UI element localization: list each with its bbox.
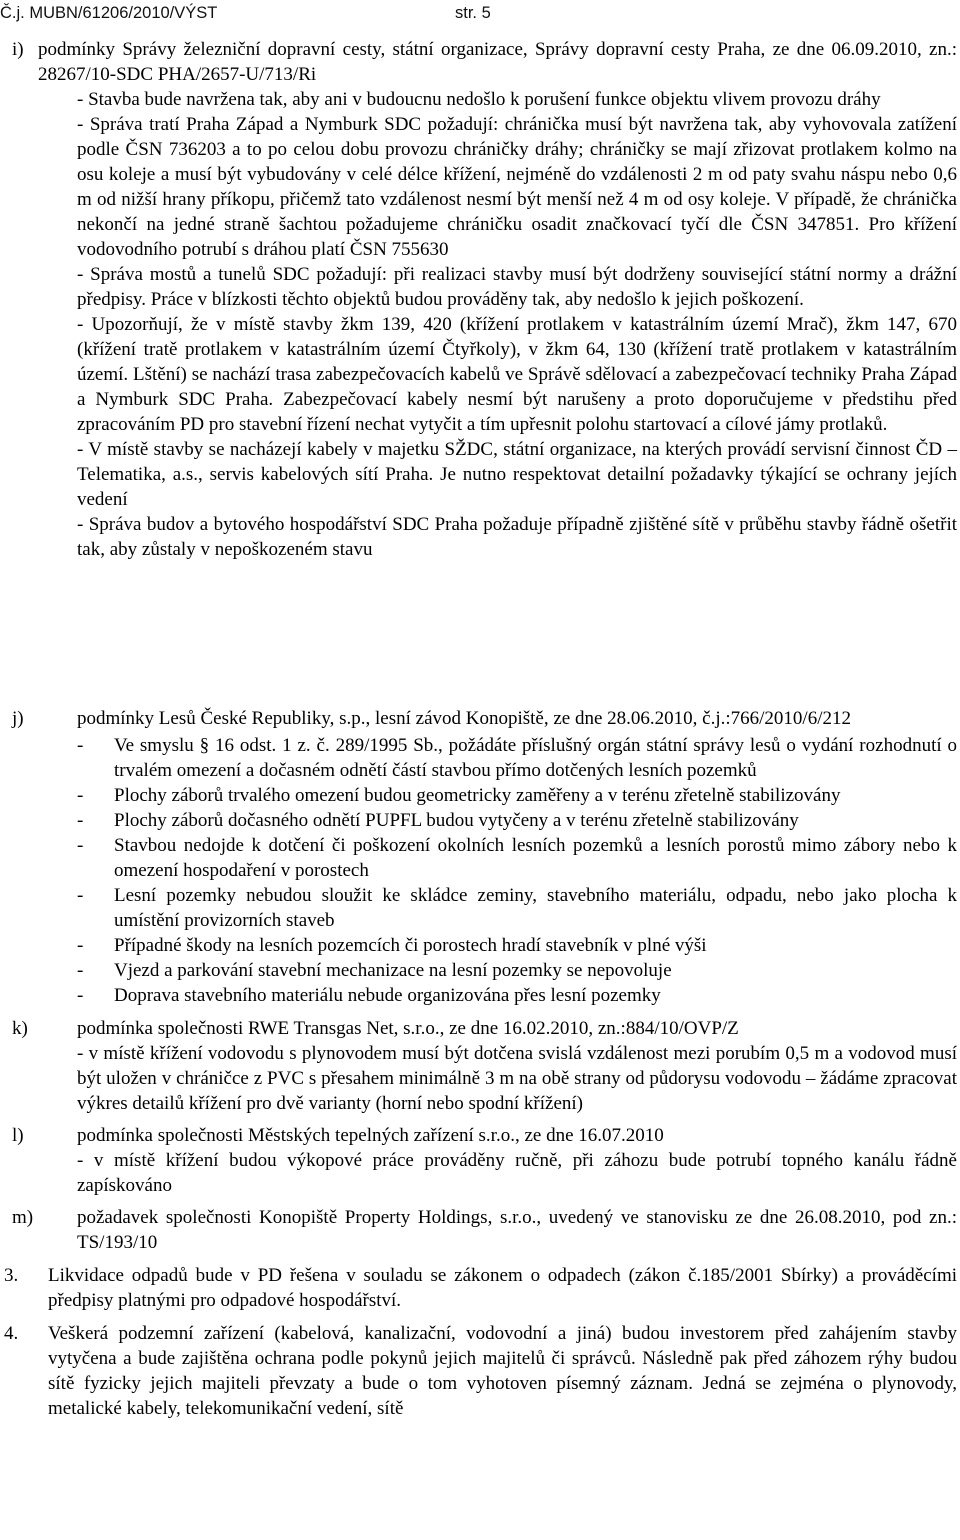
- list-item: - Lesní pozemky nebudou sloužit ke skládce zeminy, stavebního materiálu, odpadu, nebo jako plocha k umístění provizorních staveb: [77, 885, 957, 931]
- requirement-paragraph: - V místě stavby se nacházejí kabely v majetku SŽDC, státní organizace, na kterých provádí servisní činnost ČD – Telematika, a.s., servis kabelových sítí Praha. Je nutno respektovat detailní požadavky týkající se ochrany jejích vedení: [77, 439, 957, 510]
- point-text: Veškerá podzemní zařízení (kabelová, kanalizační, vodovodní a jiná) budou investorem před zahájením stavby vytyčena a bude zajištěna ochrana podle pokynů jejich majitelů či správců. Následně pak před záhozem rýhy budou sítě fyzicky jejich majiteli převzaty a bude o tom vyhotoven písemný záznam. Jedná se zejména o plynovody, metalické kabely, telekomunikační vedení, sítě: [48, 1323, 957, 1419]
- list-item: - Případné škody na lesních pozemcích či porostech hradí stavebník v plné výši: [77, 935, 707, 956]
- condition-label: j): [12, 708, 24, 729]
- document-body-top: [0, 37, 960, 562]
- condition-i-requirements: [0, 87, 957, 562]
- list-item: - Stavbou nedojde k dotčení či poškození okolních lesních pozemků a lesních porostů mimo zábory nebo k omezení hospodaření v porostech: [77, 835, 957, 881]
- condition-label: i): [12, 39, 24, 60]
- condition-k-requirements: [0, 1041, 957, 1116]
- condition-j: [0, 706, 957, 731]
- condition-heading: podmínky Lesů České Republiky, s.p., lesní závod Konopiště, ze dne 28.06.2010, č.j.:766/2010/6/212: [77, 708, 851, 729]
- point-number: 3.: [4, 1265, 19, 1286]
- point-text: Likvidace odpadů bude v PD řešena v souladu se zákonem o odpadech (zákon č.185/2001 Sbírky) a prováděcími předpisy platnými pro odpadové hospodářství.: [48, 1265, 957, 1311]
- condition-i: [0, 37, 957, 87]
- list-item: - Plochy záborů dočasného odnětí PUPFL budou vytyčeny a v terénu zřetelně stabilizovány: [77, 810, 799, 831]
- condition-heading: podmínka společnosti RWE Transgas Net, s.r.o., ze dne 16.02.2010, zn.:884/10/OVP/Z: [77, 1018, 739, 1039]
- point-3: [0, 1263, 957, 1313]
- condition-l-requirements: [0, 1148, 957, 1198]
- list-item: - Plochy záborů trvalého omezení budou geometricky zaměřeny a v terénu zřetelně stabilizovány: [77, 785, 841, 806]
- condition-label: k): [12, 1018, 28, 1039]
- list-item: - Doprava stavebního materiálu nebude organizována přes lesní pozemky: [77, 985, 661, 1006]
- page-number: str. 5: [455, 4, 491, 22]
- requirement-paragraph: - Správa mostů a tunelů SDC požadují: při realizaci stavby musí být dodrženy související státní normy a drážní předpisy. Práce v blízkosti těchto objektů budou prováděny tak, aby nedošlo k jejich poškození.: [77, 264, 957, 310]
- condition-heading: podmínky Správy železniční dopravní cesty, státní organizace, Správy dopravní cesty Praha, ze dne 06.09.2010, zn.: 28267/10-SDC PHA/2657-U/713/Ri: [38, 39, 957, 85]
- document-reference: Č.j. MUBN/61206/2010/VÝST: [0, 4, 218, 22]
- condition-k: [0, 1016, 957, 1041]
- condition-m: [0, 1205, 957, 1255]
- condition-label: l): [12, 1125, 24, 1146]
- condition-heading: požadavek společnosti Konopiště Property Holdings, s.r.o., uvedený ve stanovisku ze dne 26.08.2010, pod zn.: TS/193/10: [77, 1207, 957, 1253]
- list-item: - Vjezd a parkování stavební mechanizace na lesní pozemky se nepovoluje: [77, 960, 672, 981]
- requirement-paragraph: - Upozorňují, že v místě stavby žkm 139, 420 (křížení protlakem v katastrálním území Mrač), žkm 147, 670 (křížení tratě protlakem v katastrálním území Čtyřkoly), v žkm 64, 130 (křížení tratě protlakem v katastrálním území. Lštění) se nachází trasa zabezpečovacích kabelů ve Správě sdělovací a zabezpečovací techniky Praha Západ a Nymburk SDC Praha. Zabezpečovací kabely nesmí být narušeny a proto doporučujeme v předstihu před zpracováním PD pro stavební řízení nechat vytyčit a tím upřesnit polohu startovací a cílové jámy protlaků.: [77, 314, 957, 435]
- point-number: 4.: [4, 1323, 19, 1344]
- requirement-paragraph: - Správa tratí Praha Západ a Nymburk SDC požadují: chránička musí být navržena tak, aby vyhovovala zatížení podle ČSN 736203 a to po celou dobu provozu chráničky dráhy; chráničky se mají zřizovat protlakem kolmo na osu koleje a musí být vybudovány v celé délce křížení, nejméně do vzdálenosti 2 m od paty svahu náspu nebo 0,6 m od nižší hrany příkopu, přičemž tato vzdálenost nesmí být menší než 4 m od osy koleje. V případě, že chránička nekončí na jedné straně šachtou požadujeme chráničku osadit značkovací tyčí dle ČSN 347851. Pro křížení vodovodního potrubí s dráhou platí ČSN 755630: [77, 114, 957, 260]
- requirement-paragraph: - Správa budov a bytového hospodářství SDC Praha požaduje případně zjištěné sítě v průběhu stavby řádně ošetřit tak, aby zůstaly v nepoškozeném stavu: [77, 514, 957, 560]
- requirement-paragraph: - v místě křížení vodovodu s plynovodem musí být dotčena svislá vzdálenost mezi porubím 0,5 m a vodovod musí být uložen v chráničce z PVC s přesahem minimálně 3 m na obě strany od půdorysu vodovodu – žádáme zpracovat výkres detailů křížení pro dvě varianty (horní nebo spodní křížení): [77, 1043, 957, 1114]
- condition-heading: podmínka společnosti Městských tepelných zařízení s.r.o., ze dne 16.07.2010: [77, 1125, 664, 1146]
- page-header: [0, 2, 960, 26]
- condition-j-list: [0, 733, 957, 1008]
- document-body-bottom: [0, 706, 960, 1421]
- list-item: - Ve smyslu § 16 odst. 1 z. č. 289/1995 Sb., požádáte příslušný orgán státní správy lesů o vydání rozhodnutí o trvalém omezení a dočasném odnětí částí stavbou přímo dotčených lesních pozemků: [77, 735, 957, 781]
- requirement-paragraph: - v místě křížení budou výkopové práce prováděny ručně, při záhozu bude potrubí topného kanálu řádně zapískováno: [77, 1150, 957, 1196]
- requirement-paragraph: - Stavba bude navržena tak, aby ani v budoucnu nedošlo k porušení funkce objektu vlivem provozu dráhy: [77, 89, 881, 110]
- condition-l: [0, 1123, 957, 1148]
- condition-label: m): [12, 1207, 34, 1228]
- point-4: [0, 1321, 957, 1421]
